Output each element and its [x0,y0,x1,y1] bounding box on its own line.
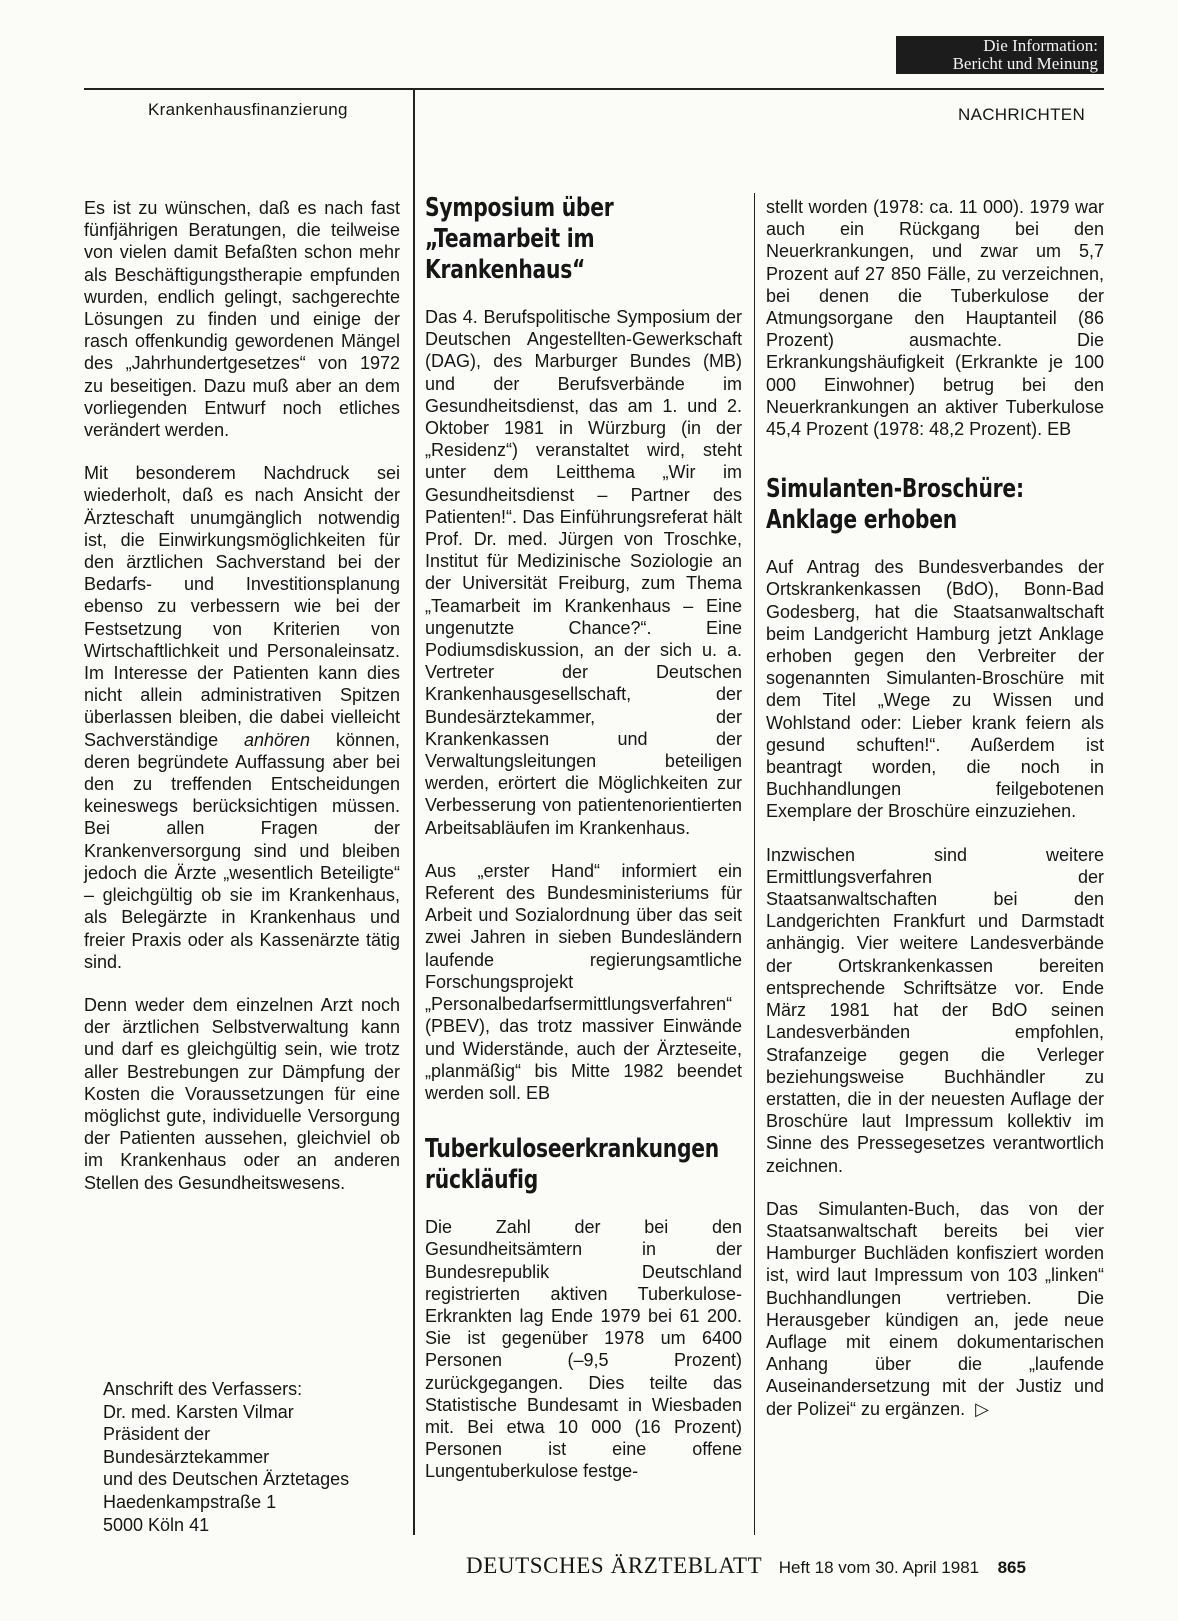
author-address: Anschrift des Verfassers: Dr. med. Karsten Vilmar Präsident der Bundesärztekammer und des Deutschen Ärztetages Haedenkampstraße 1 5000 Köln 41 [103,1379,350,1535]
article-headline: Symposium über „Teamarbeit im Krankenhaus“ [425,193,614,285]
column-divider-right [754,193,755,1535]
paragraph: Das Simulanten-Buch, das von der Staatsanwaltschaft bereits bei vier Hamburger Buchläden konfisziert worden ist, wird laut Impressum von 103 „linken“ Buchhandlungen vertrieben. Die Herausgeber kündigen an, jede neue Auflage mit einem dokumentarischen Anhang über die „laufende Auseinandersetzung mit der Justiz und der Polizei“ zu ergänzen. ▷ [766,1198,1104,1419]
department-label: NACHRICHTEN [958,105,1086,124]
article-headline: Tuberkuloseerkrankungen rückläufig [425,1134,720,1196]
paragraph: Das 4. Berufspolitische Symposium der Deutschen Angestellten-Gewerkschaft (DAG), des Marburger Bundes (MB) und der Berufsverbände im Gesundheitsdienst, das am 1. und 2. Oktober 1981 in Würzburg (in der „Residenz“) veranstaltet wird, steht unter dem Leitthema „Wir im Gesundheitsdienst – Partner des Patienten!“. Das Einführungsreferat hält Prof. Dr. med. Jürgen von Troschke, Institut für Medizinische Soziologie an der Universität Freiburg, zum Thema „Teamarbeit im Krankenhaus – Eine ungenutzte Chance?“. Eine Podiumsdiskussion, an der sich u. a. Vertreter der Deutschen Krankenhausgesellschaft, der Bundesärztekammer, der Krankenkassen und der Verwaltungsleitungen beteiligen werden, erörtert die Möglichkeiten zur Verbesserung von patientenorientierten Arbeitsabläufen im Krankenhaus. [425,307,742,838]
article-headline: Simulanten-Broschüre: Anklage erhoben [766,474,1024,536]
paragraph: Auf Antrag des Bundesverbandes der Ortskrankenkassen (BdO), Bonn-Bad Godesberg, hat die Staatsanwaltschaft beim Landgericht Hamburg jetzt Anklage erhoben gegen den Verbreiter der sogenannten Simulanten-Broschüre mit dem Titel „Wege zu Wissen und Wohlstand oder: Lieber krank feiern als gesund schuften!“. Außerdem ist beantragt worden, die noch in Buchhandlungen feilgebotenen Exemplare der Broschüre einzuziehen. [766,557,1104,822]
header-rule [84,88,1104,90]
section-badge [896,36,1104,74]
paragraph: Es ist zu wünschen, daß es nach fast fünfjährigen Beratungen, die teilweise von vielen damit Befaßten schon mehr als Beschäftigungstherapie empfunden wurden, endlich gelingt, sachgerechte Lösungen zu finden und einige der rasch offenkundig gewordenen Mängel des „Jahrhundertgesetzes“ von 1972 zu beseitigen. Dazu muß aber an dem vorliegenden Entwurf noch etliches verändert werden. [84,198,400,441]
section-title: Krankenhausfinanzierung [148,100,348,119]
column-2 [425,193,742,1483]
paragraph: Denn weder dem einzelnen Arzt noch der ärztlichen Selbstverwaltung kann und darf es gleichgültig sein, wie trotz aller Bestrebungen zur Dämpfung der Kosten die Voraussetzungen für eine möglichst gute, individuelle Versorgung der Patienten aussehen, gleichviel ob im Krankenhaus oder an anderen Stellen des Gesundheitswesens. [84,994,400,1193]
paragraph: Inzwischen sind weitere Ermittlungsverfahren der Staatsanwaltschaften bei den Landgerichten Frankfurt und Darmstadt anhängig. Vier weitere Landesverbände der Ortskrankenkassen bereiten entsprechende Schriftsätze vor. Ende März 1981 hat der BdO seinen Landesverbänden empfohlen, Strafanzeige gegen die Verleger beziehungsweise Buchhändler zu erstatten, die in der neuesten Auflage der Broschüre laut Impressum kollektiv im Sinne des Pressegesetzes verantwortlich zeichnen. [766,844,1104,1176]
magazine-name: DEUTSCHES ÄRZTEBLATT [466,1553,763,1578]
paragraph: stellt worden (1978: ca. 11 000). 1979 war auch ein Rückgang bei den Neuerkrankungen, und zwar um 5,7 Prozent auf 27 850 Fälle, zu verzeichnen, bei denen die Tuberkulose der Atmungsorgane den Hauptanteil (86 Prozent) ausmachte. Die Erkrankungshäufigkeit (Erkrankte je 100 000 Einwohner) betrug bei den Neuerkrankungen an aktiver Tuberkulose 45,4 Prozent (1978: 48,2 Prozent). EB [766,197,1104,440]
paragraph: Mit besonderem Nachdruck sei wiederholt, daß es nach Ansicht der Ärzteschaft unumgänglich notwendig ist, die Einwirkungsmöglichkeiten für den ärztlichen Sachverstand bei der Bedarfs- und Investitionsplanung ebenso zu verbessern wie bei der Festsetzung von Kriterien von Wirtschaftlichkeit und Personaleinsatz. Im Interesse der Patienten kann dies nicht allein administrativen Spitzen überlassen bleiben, die dabei vielleicht Sachverständige anhören können, deren begründete Auffassung aber bei den zu treffenden Entscheidungen keineswegs berücksichtigen müssen. Bei allen Fragen der Krankenversorgung sind und bleiben jedoch die Ärzte „wesentlich Beteiligte“ – gleichgültig ob sie im Krankenhaus, als Belegärzte in Krankenhaus und freier Praxis oder als Kassenärzte tätig sind. [84,463,400,972]
issue-info: Heft 18 vom 30. April 1981 [778,1558,980,1577]
badge-line-1: Die Information: [983,36,1098,55]
page-number: 865 [997,1558,1026,1577]
badge-line-2: Bericht und Meinung [952,54,1098,73]
emphasis-text: anhören [243,729,311,750]
column-3 [766,196,1104,1420]
column-1 [84,197,400,1194]
page-footer [466,1553,1026,1579]
column-divider-left [413,90,415,1535]
continued-arrow-icon: ▷ [975,1398,989,1419]
paragraph: Aus „erster Hand“ informiert ein Referent des Bundesministeriums für Arbeit und Sozialordnung über das seit zwei Jahren in sieben Bundesländern laufende regierungsamtliche Forschungsprojekt „Personalbedarfsermittlungsverfahren“ (PBEV), das trotz massiver Einwände und Widerstände, auch der Ärzteseite, „planmäßig“ bis Mitte 1982 beendet werden soll. EB [425,860,742,1103]
paragraph: Die Zahl der bei den Gesundheitsämtern in der Bundesrepublik Deutschland registrierten aktiven Tuberkulose-Erkrankten lag Ende 1979 bei 61 200. Sie ist gegenüber 1978 um 6400 Personen (–9,5 Prozent) zurückgegangen. Dies teilte das Statistische Bundesamt in Wiesbaden mit. Bei etwa 10 000 (16 Prozent) Personen ist eine offene Lungentuberkulose festge- [425,1217,742,1482]
